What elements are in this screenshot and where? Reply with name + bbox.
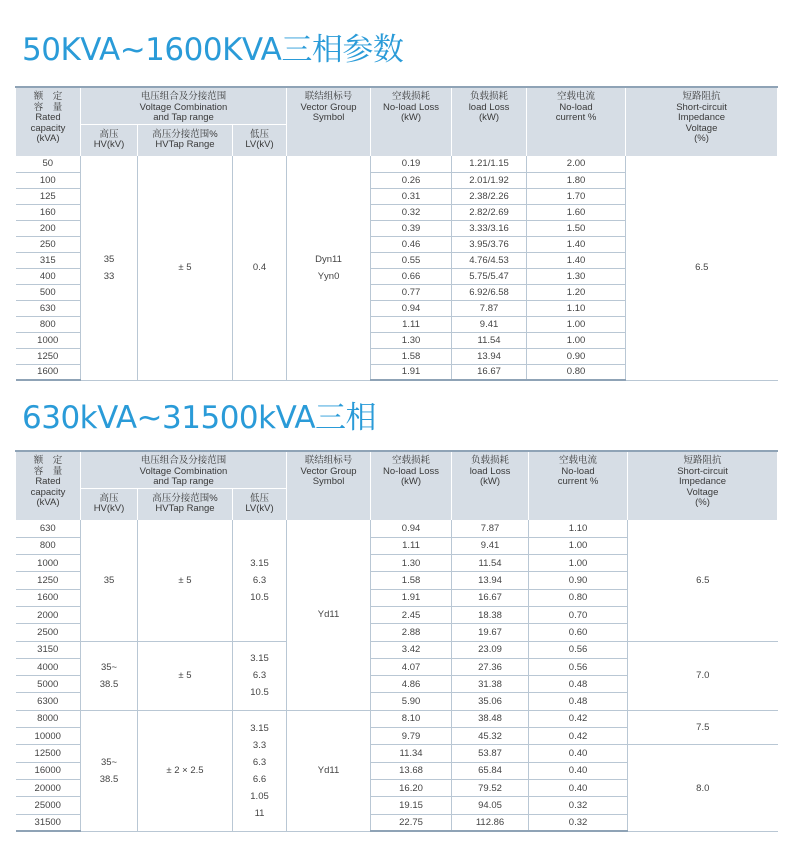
noload-current-cell: 0.80 [527,364,626,380]
noload-current-cell: 0.90 [527,348,626,364]
load-loss-cell: 9.41 [452,537,529,554]
hv-cell-line: 35~ [100,756,118,768]
load-loss-cell: 4.76/4.53 [452,252,527,268]
noload-current-cell: 1.00 [529,537,628,554]
noload-current-cell: 0.56 [529,658,628,675]
capacity-cell: 12500 [16,745,81,762]
capacity-cell: 31500 [16,814,81,831]
lv-cell-line: 6.3 [252,756,267,768]
load-loss-cell: 31.38 [452,676,529,693]
noload-loss-cell: 1.30 [371,555,452,572]
noload-current-cell: 1.60 [527,204,626,220]
hv-cell-line: 33 [103,270,115,282]
tap-cell: ± 5 [138,156,233,380]
table-row [16,520,778,537]
noload-loss-cell: 9.79 [371,728,452,745]
noload-loss-cell: 0.94 [371,300,452,316]
capacity-cell: 800 [16,316,81,332]
lv-cell-line: 3.3 [252,739,267,751]
noload-loss-cell: 4.86 [371,676,452,693]
load-loss-cell: 6.92/6.58 [452,284,527,300]
noload-loss-cell: 1.91 [371,364,452,380]
noload-current-cell: 0.70 [529,606,628,623]
load-loss-cell: 7.87 [452,300,527,316]
table-row [16,641,778,658]
header-noload-current: 空载电流 No-load current % [527,87,626,156]
capacity-cell: 5000 [16,676,81,693]
capacity-cell: 160 [16,204,81,220]
load-loss-cell: 94.05 [452,797,529,814]
noload-current-cell: 2.00 [527,156,626,172]
noload-loss-cell: 22.75 [371,814,452,831]
capacity-cell: 20000 [16,779,81,796]
capacity-cell: 500 [16,284,81,300]
header-hv: 高压 HV(kV) [81,488,138,520]
lv-cell-line: 6.3 [252,574,267,586]
noload-loss-cell: 5.90 [371,693,452,710]
noload-current-cell: 0.40 [529,745,628,762]
lv-cell-line: 6.6 [252,773,267,785]
capacity-cell: 630 [16,300,81,316]
noload-current-cell: 1.00 [527,332,626,348]
tap-cell: ± 5 [138,520,233,641]
capacity-cell: 10000 [16,728,81,745]
header-noload-loss: 空载损耗 No-load Loss (kW) [371,87,452,156]
capacity-cell: 250 [16,236,81,252]
impedance-cell: 7.0 [628,641,778,710]
noload-current-cell: 0.80 [529,589,628,606]
capacity-cell: 100 [16,172,81,188]
lv-cell-line: 10.5 [250,687,269,699]
noload-loss-cell: 4.07 [371,658,452,675]
load-loss-cell: 45.32 [452,728,529,745]
noload-loss-cell: 2.88 [371,624,452,641]
capacity-cell: 1600 [16,589,81,606]
load-loss-cell: 1.21/1.15 [452,156,527,172]
load-loss-cell: 5.75/5.47 [452,268,527,284]
noload-current-cell: 0.60 [529,624,628,641]
noload-current-cell: 1.40 [527,252,626,268]
capacity-cell: 16000 [16,762,81,779]
load-loss-cell: 35.06 [452,693,529,710]
lv-cell [233,641,287,710]
hv-cell-line: 35 [103,574,115,586]
noload-loss-cell: 1.11 [371,316,452,332]
impedance-cell: 6.5 [626,156,778,380]
noload-loss-cell: 0.32 [371,204,452,220]
noload-loss-cell: 1.30 [371,332,452,348]
noload-loss-cell: 11.34 [371,745,452,762]
noload-current-cell: 1.50 [527,220,626,236]
lv-cell-line: 1.05 [250,790,269,802]
vector-cell: Yd11 [287,710,371,831]
noload-loss-cell: 3.42 [371,641,452,658]
capacity-cell: 1000 [16,555,81,572]
load-loss-cell: 13.94 [452,572,529,589]
noload-loss-cell: 8.10 [371,710,452,727]
header-impedance: 短路阻抗 Short-circuit Impedance Voltage (%) [626,87,778,156]
header-noload-current: 空载电流 No-load current % [529,451,628,520]
hv-cell-line: 38.5 [99,773,119,785]
noload-loss-cell: 0.46 [371,236,452,252]
noload-loss-cell: 0.94 [371,520,452,537]
load-loss-cell: 65.84 [452,762,529,779]
noload-loss-cell: 1.58 [371,572,452,589]
load-loss-cell: 38.48 [452,710,529,727]
load-loss-cell: 16.67 [452,364,527,380]
noload-loss-cell: 0.19 [371,156,452,172]
header-hv-tap: 高压分接范围% HVTap Range [138,488,233,520]
impedance-cell: 6.5 [628,520,778,641]
parameter-table-2 [15,450,778,832]
load-loss-cell: 13.94 [452,348,527,364]
header-lv: 低压 LV(kV) [233,488,287,520]
capacity-cell: 125 [16,188,81,204]
lv-cell: 0.4 [233,156,287,380]
noload-current-cell: 0.48 [529,676,628,693]
hv-cell [81,156,138,380]
noload-current-cell: 0.48 [529,693,628,710]
noload-loss-cell: 0.39 [371,220,452,236]
noload-loss-cell: 19.15 [371,797,452,814]
noload-loss-cell: 16.20 [371,779,452,796]
header-impedance: 短路阻抗 Short-circuit Impedance Voltage (%) [628,451,778,520]
capacity-cell: 1250 [16,348,81,364]
header-vector-group: 联结组标号 Vector Group Symbol [287,451,371,520]
lv-cell-line: 6.3 [252,670,267,682]
vector-cell-line: Yyn0 [317,270,340,282]
capacity-cell: 6300 [16,693,81,710]
noload-current-cell: 1.70 [527,188,626,204]
vector-cell [287,156,371,380]
noload-current-cell: 1.40 [527,236,626,252]
impedance-cell: 7.5 [628,710,778,745]
load-loss-cell: 9.41 [452,316,527,332]
lv-cell-line: 10.5 [250,591,269,603]
capacity-cell: 1000 [16,332,81,348]
hv-cell-line: 35~ [100,661,118,673]
noload-current-cell: 1.20 [527,284,626,300]
header-load-loss: 负载损耗 load Loss (kW) [452,87,527,156]
lv-cell-line: 3.15 [250,722,269,734]
vector-cell: Yd11 [287,520,371,710]
load-loss-cell: 11.54 [452,555,529,572]
load-loss-cell: 11.54 [452,332,527,348]
capacity-cell: 2500 [16,624,81,641]
header-hv: 高压 HV(kV) [81,124,138,156]
capacity-cell: 200 [16,220,81,236]
noload-current-cell: 1.00 [529,555,628,572]
lv-cell-line: 11 [254,807,265,819]
noload-current-cell: 1.10 [529,520,628,537]
load-loss-cell: 7.87 [452,520,529,537]
noload-loss-cell: 0.26 [371,172,452,188]
noload-current-cell: 1.80 [527,172,626,188]
noload-loss-cell: 1.58 [371,348,452,364]
hv-cell [81,520,138,641]
capacity-cell: 50 [16,156,81,172]
noload-current-cell: 0.40 [529,779,628,796]
tap-cell: ± 2 × 2.5 [138,710,233,831]
noload-current-cell: 1.10 [527,300,626,316]
header-voltage-combination: 电压组合及分接范围 Voltage Combination and Tap range [81,451,287,488]
capacity-cell: 25000 [16,797,81,814]
header-noload-loss: 空载损耗 No-load Loss (kW) [371,451,452,520]
section-title-2: 630kVA~31500kVA三相 [22,400,377,436]
noload-current-cell: 0.32 [529,797,628,814]
hv-cell [81,641,138,710]
capacity-cell: 3150 [16,641,81,658]
noload-current-cell: 0.42 [529,728,628,745]
noload-current-cell: 0.56 [529,641,628,658]
load-loss-cell: 27.36 [452,658,529,675]
load-loss-cell: 16.67 [452,589,529,606]
lv-cell-line: 3.15 [250,653,269,665]
noload-loss-cell: 1.91 [371,589,452,606]
header-vector-group: 联结组标号 Vector Group Symbol [287,87,371,156]
tap-cell: ± 5 [138,641,233,710]
load-loss-cell: 18.38 [452,606,529,623]
section-title-1: 50KVA~1600KVA三相参数 [22,32,404,68]
capacity-cell: 630 [16,520,81,537]
load-loss-cell: 23.09 [452,641,529,658]
capacity-cell: 2000 [16,606,81,623]
lv-cell [233,710,287,831]
capacity-cell: 1600 [16,364,81,380]
noload-current-cell: 0.42 [529,710,628,727]
lv-cell [233,520,287,641]
load-loss-cell: 2.38/2.26 [452,188,527,204]
noload-loss-cell: 0.77 [371,284,452,300]
capacity-cell: 4000 [16,658,81,675]
noload-current-cell: 1.00 [527,316,626,332]
capacity-cell: 315 [16,252,81,268]
capacity-cell: 400 [16,268,81,284]
noload-loss-cell: 13.68 [371,762,452,779]
hv-cell [81,710,138,831]
header-capacity: 额 定 容 量 Rated capacity (kVA) [16,87,81,156]
noload-current-cell: 1.30 [527,268,626,284]
noload-current-cell: 0.32 [529,814,628,831]
noload-loss-cell: 0.66 [371,268,452,284]
load-loss-cell: 79.52 [452,779,529,796]
load-loss-cell: 3.95/3.76 [452,236,527,252]
noload-loss-cell: 1.11 [371,537,452,554]
load-loss-cell: 3.33/3.16 [452,220,527,236]
noload-loss-cell: 0.55 [371,252,452,268]
load-loss-cell: 2.01/1.92 [452,172,527,188]
load-loss-cell: 2.82/2.69 [452,204,527,220]
lv-cell-line: 3.15 [250,557,269,569]
header-load-loss: 负载损耗 load Loss (kW) [452,451,529,520]
capacity-cell: 800 [16,537,81,554]
hv-cell-line: 38.5 [99,678,119,690]
impedance-cell: 8.0 [628,745,778,831]
parameter-table-1 [15,86,778,381]
noload-current-cell: 0.40 [529,762,628,779]
header-voltage-combination: 电压组合及分接范围 Voltage Combination and Tap range [81,87,287,124]
header-capacity: 额 定 容 量 Rated capacity (kVA) [16,451,81,520]
header-hv-tap: 高压分接范围% HVTap Range [138,124,233,156]
header-lv: 低压 LV(kV) [233,124,287,156]
noload-current-cell: 0.90 [529,572,628,589]
load-loss-cell: 112.86 [452,814,529,831]
vector-cell-line: Dyn11 [315,253,342,265]
table-row [16,710,778,727]
table-row [16,156,778,172]
noload-loss-cell: 0.31 [371,188,452,204]
hv-cell-line: 35 [103,253,115,265]
capacity-cell: 1250 [16,572,81,589]
noload-loss-cell: 2.45 [371,606,452,623]
load-loss-cell: 19.67 [452,624,529,641]
capacity-cell: 8000 [16,710,81,727]
load-loss-cell: 53.87 [452,745,529,762]
